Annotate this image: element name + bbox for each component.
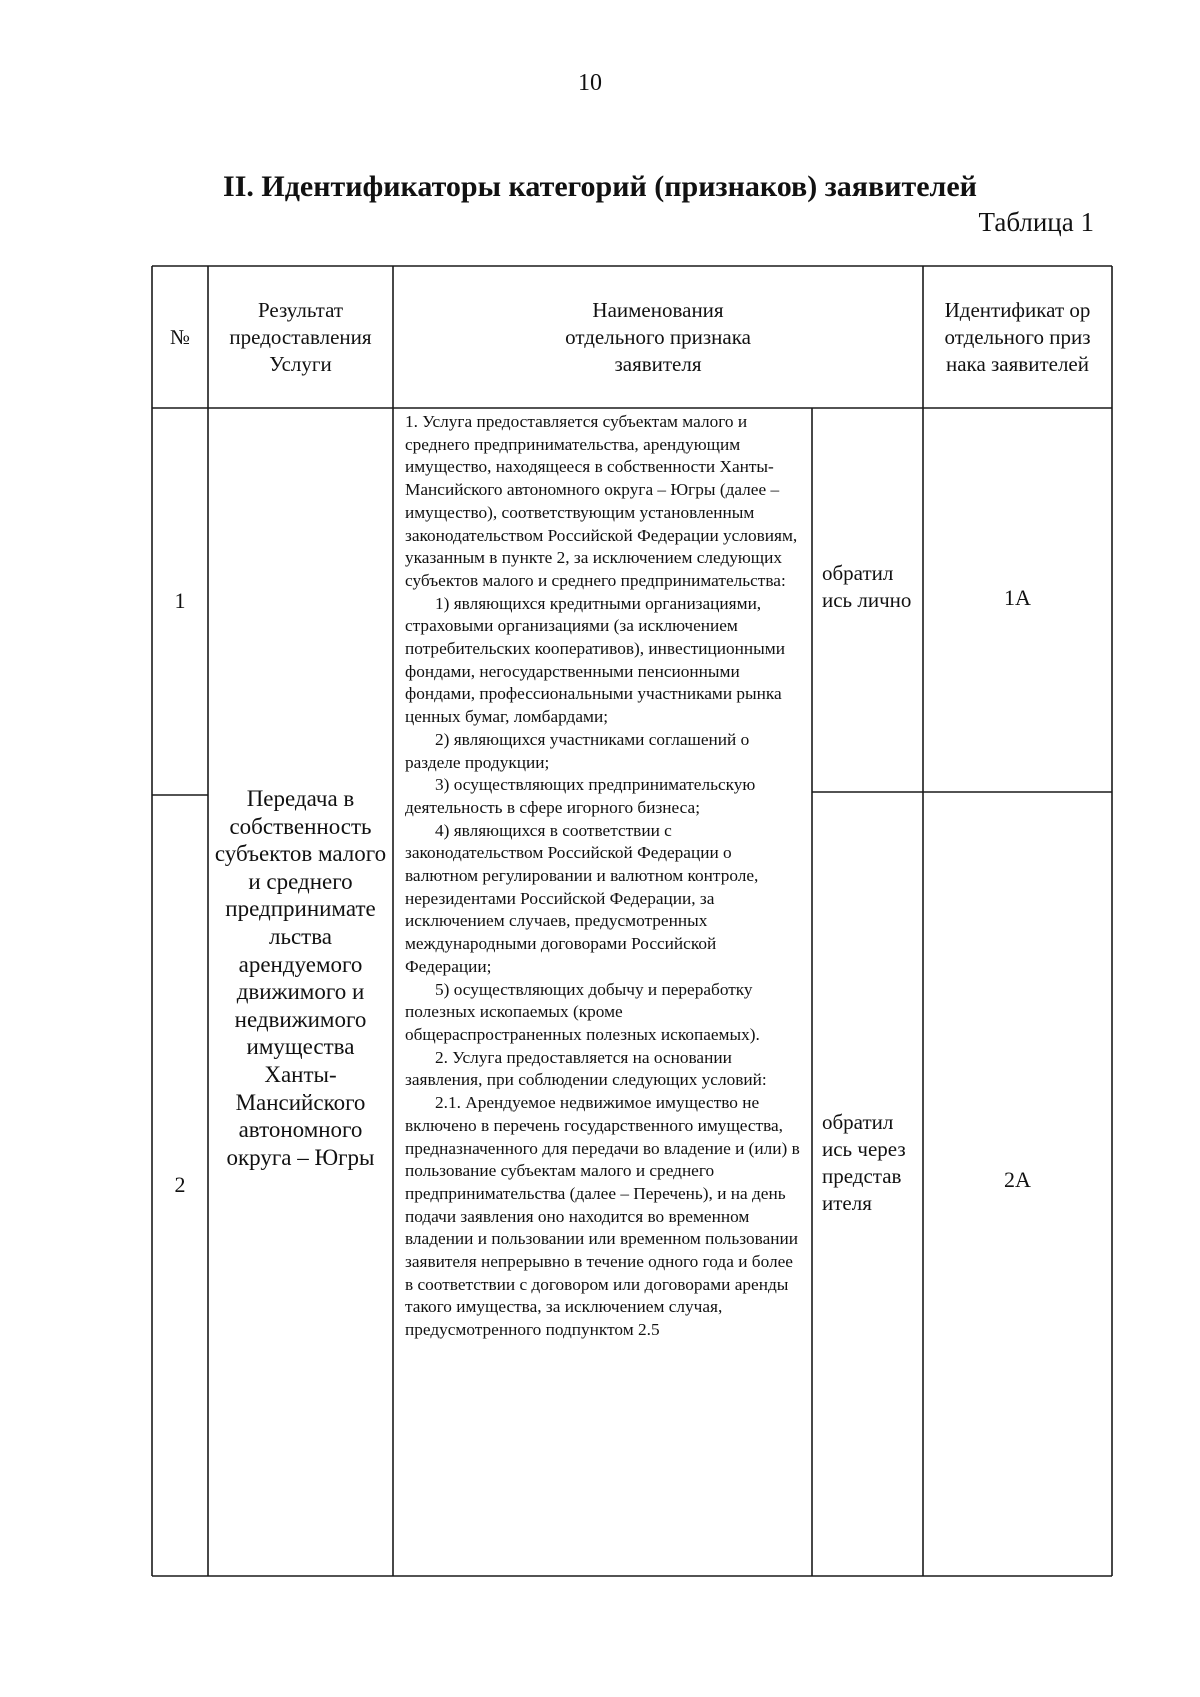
- result-text: Передача в собственность субъектов малого и среднего предпринимате льства арендуемого движимого и недвижимого имущества Ханты-Мансийского автономного округа – Югры: [214, 786, 387, 1170]
- row-1-way: обратил ись лично: [822, 561, 912, 612]
- row-2-number: 2: [174, 1172, 186, 1197]
- header-number: №: [169, 324, 191, 349]
- criterion-paragraph: 1. Услуга предоставляется субъектам малого и среднего предпринимательства, арендующим имущество, находящееся в собственности Ханты-Мансийского автономного округа – Югры (далее – имущество), соответствующим установленным законодательством Российской Федерации условиям, указанным в пункте 2, за исключением следующих субъектов малого и среднего предпринимательства:: [405, 412, 798, 590]
- section-title: II. Идентификаторы категорий (признаков) заявителей: [223, 170, 977, 203]
- header-result: Результат предоставления Услуги: [229, 297, 372, 376]
- row-1-identifier: 1А: [1004, 585, 1031, 610]
- criterion-paragraph: 2) являющихся участниками соглашений о разделе продукции;: [405, 729, 750, 772]
- criterion-paragraph: 5) осуществляющих добычу и переработку полезных ископаемых (кроме общераспространенных полезных ископаемых).: [405, 979, 760, 1044]
- page-number: 10: [578, 70, 602, 96]
- criterion-paragraph: 2. Услуга предоставляется на основании заявления, при соблюдении следующих условий:: [405, 1047, 767, 1090]
- criterion-paragraph: 1) являющихся кредитными организациями, страховыми организациями (за исключением потребительских кооперативов), инвестиционными фондами, негосударственными пенсионными фондами, профессиональными участниками рынка ценных бумаг, ломбардами;: [405, 593, 785, 727]
- criterion-paragraph: 4) являющихся в соответствии с законодательством Российской Федерации о валютном регулировании и валютном контроле, нерезидентами Российской Федерации, за исключением случаев, предусмотренных международными договорами Российской Федерации;: [405, 820, 759, 976]
- header-criterion: Наименования отдельного признака заявителя: [565, 297, 751, 376]
- criterion-paragraph: 3) осуществляющих предпринимательскую деятельность в сфере игорного бизнеса;: [405, 775, 756, 817]
- row-1-number: 1: [174, 588, 186, 613]
- criterion-paragraph: 2.1. Арендуемое недвижимое имущество не включено в перечень государственного имущества, предназначенного для передачи во владение и (или) в пользование субъектам малого и среднего предпринимательства (далее – Перечень), и на день подачи заявления оно находится во временном владении и пользовании или временном пользовании заявителя непрерывно в течение одного года и более в соответствии с договором или договорами аренды такого имущества, за исключением случая, предусмотренного подпунктом 2.5: [405, 1093, 800, 1340]
- row-2-way: обратил ись через представ ителя: [822, 1110, 906, 1215]
- criterion-text: [405, 411, 802, 1342]
- row-2-identifier: 2А: [1004, 1167, 1031, 1192]
- table-caption: Таблица 1: [978, 207, 1094, 237]
- header-identifier: Идентификат ор отдельного признака заявителей: [944, 297, 1091, 376]
